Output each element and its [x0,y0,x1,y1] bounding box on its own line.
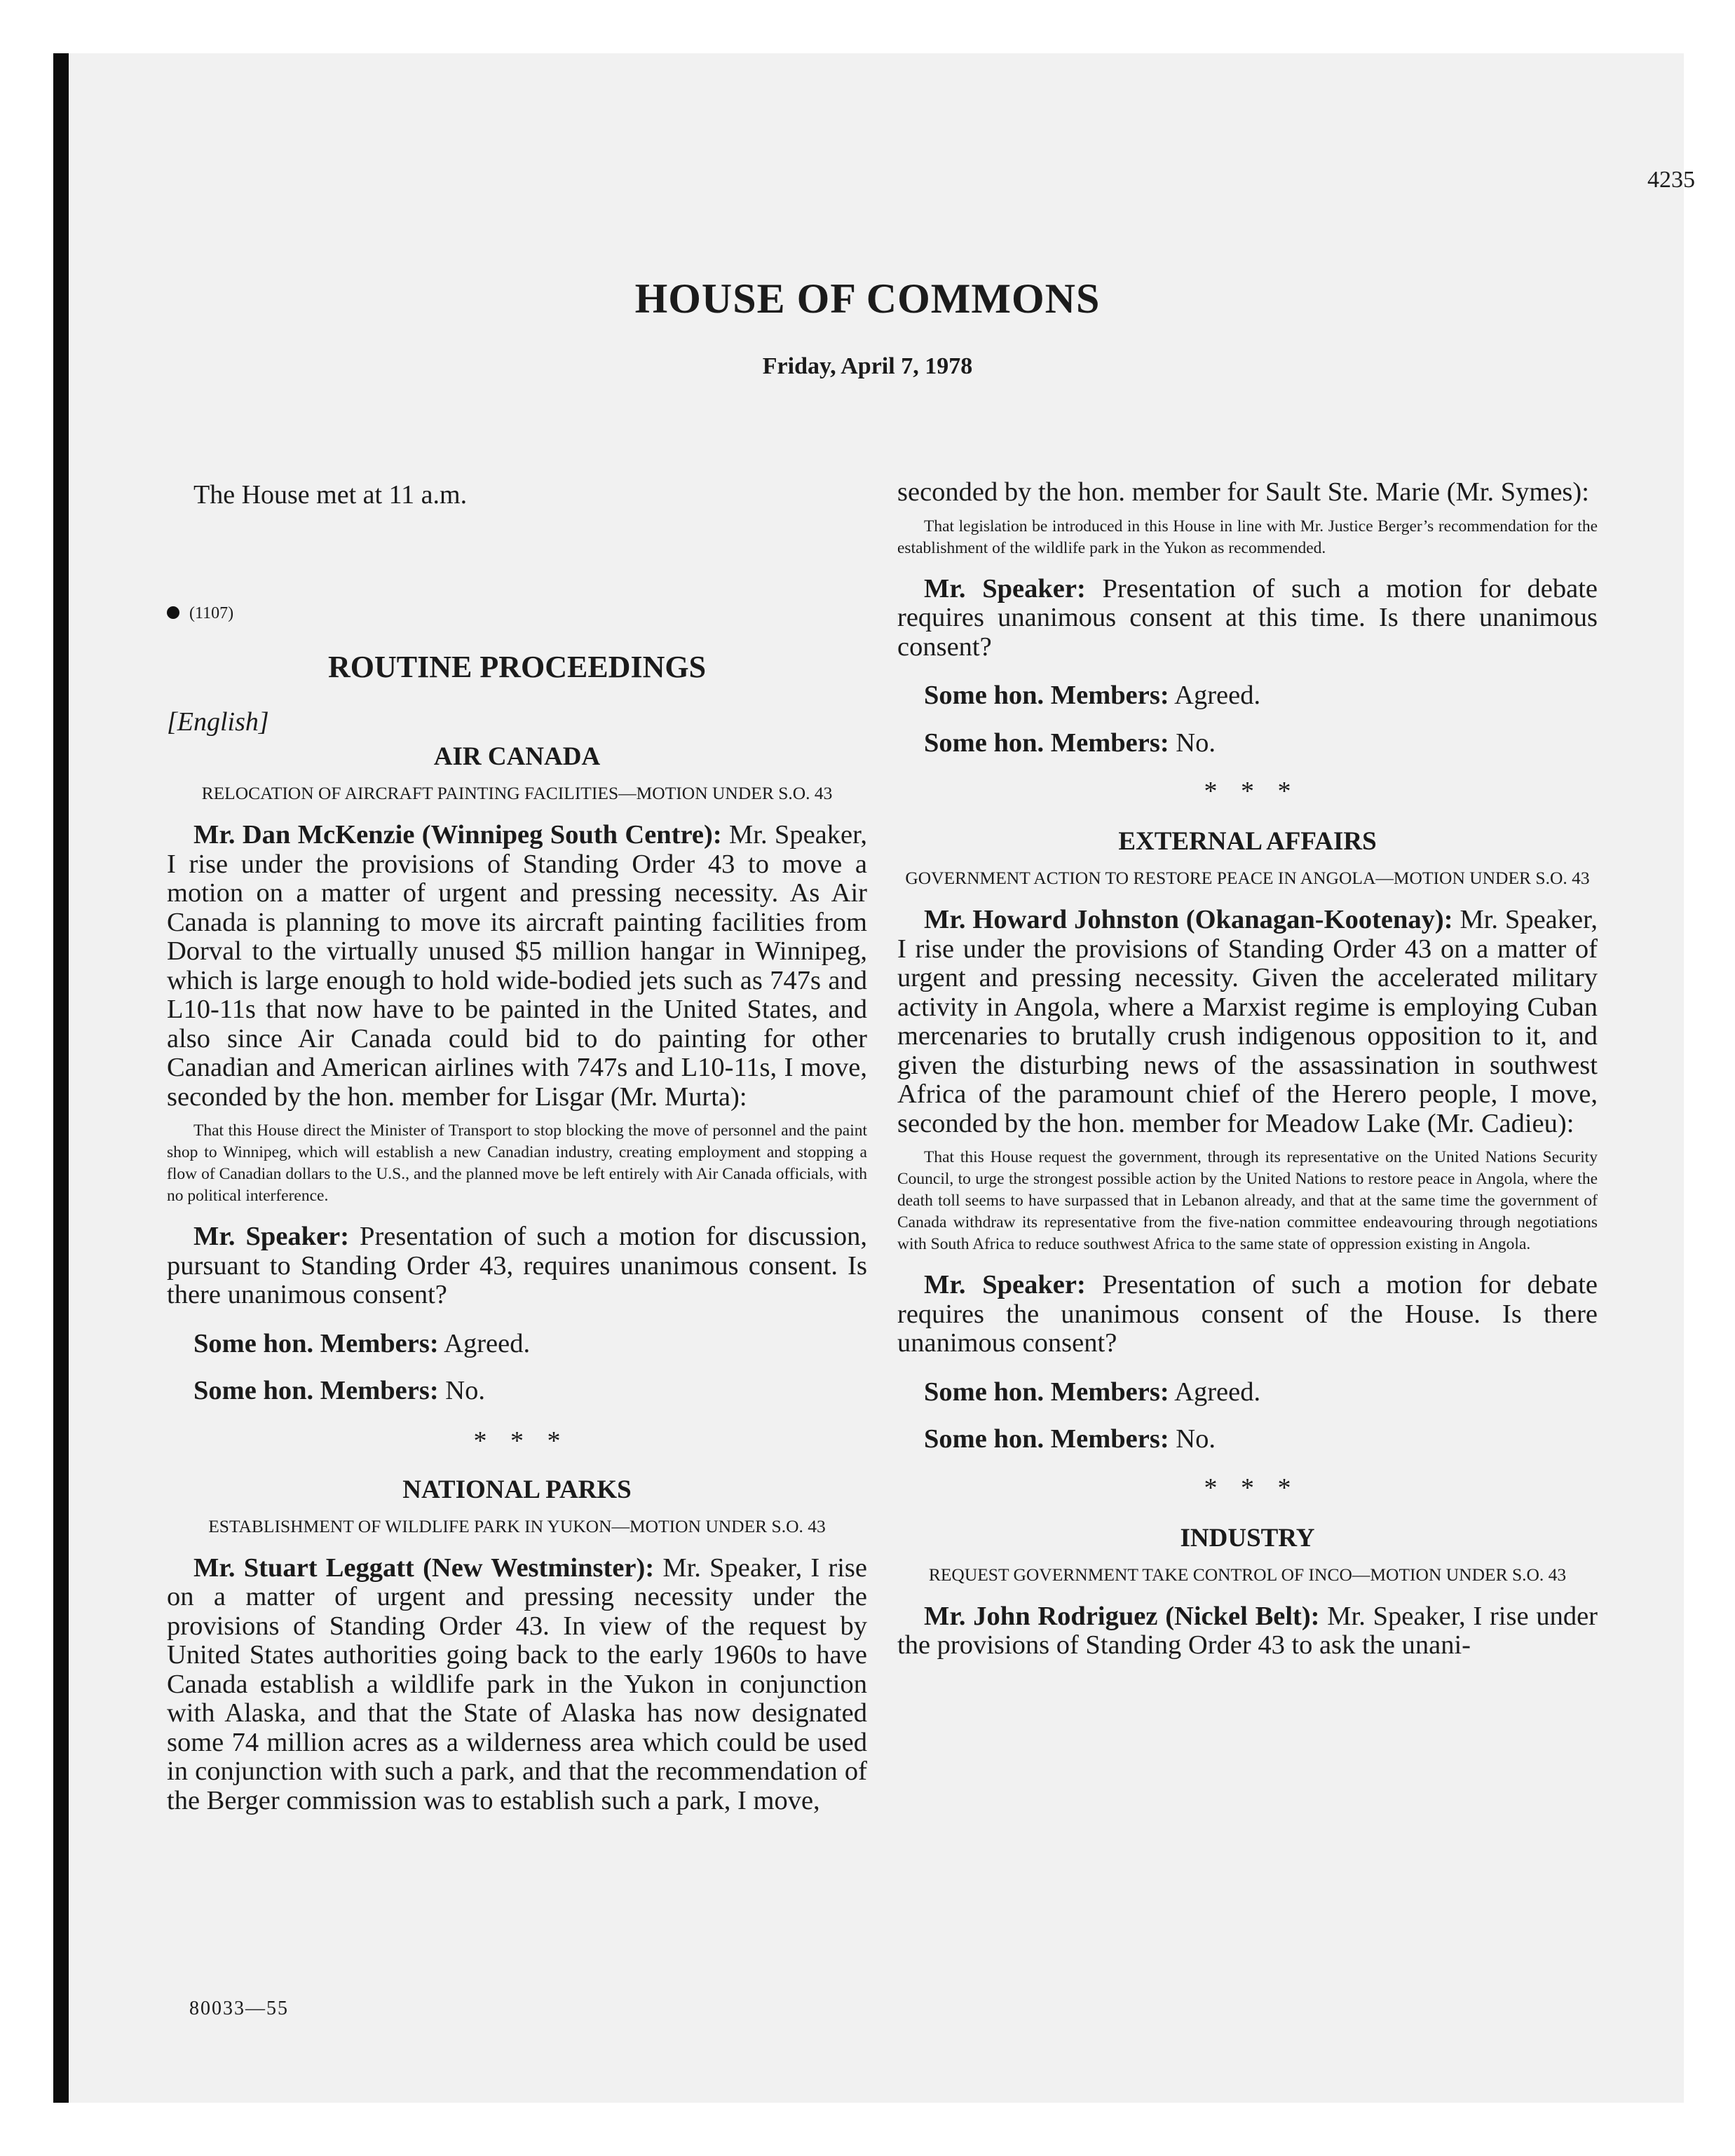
speaker-text: Presentation of such a motion for discussion, pursuant to Standing Order 43, requires unanimous consent. Is there unanimous consent? [167,1222,867,1309]
section-separator: * * * [1204,1473,1291,1503]
right-column [897,478,1598,1660]
no-text: No. [438,1376,485,1405]
speech-text: Mr. Speaker, I rise under the provisions of Standing Order 43 to move a motion on a matter of urgent and pressing necessity. As Air Canada is planning to move its aircraft painting facilities from Dorval to the virtually unused $5 million hangar in Winnipeg, which is large enough to hold wide-bodied jets such as 747s and L10-11s that now have to be painted in the United States, and also since Air Canada could bid to do painting for other Canadian and American airlines with 747s and L10-11s, I move, seconded by the hon. member for Lisgar (Mr. Murta): [167,820,868,1112]
heading-air-canada: AIR CANADA [433,742,601,771]
time-marker-text: (1107) [189,604,234,622]
speaker-ruling-air-canada [167,1222,867,1310]
heading-national-parks: NATIONAL PARKS [402,1475,632,1504]
members-agreed [167,1330,867,1359]
speaker-name: Mr. Stuart Leggatt (New Westminster): [193,1553,655,1583]
agreed-text: Agreed. [438,1328,531,1358]
subheading-industry: REQUEST GOVERNMENT TAKE CONTROL OF INCO—MOTION UNDER S.O. 43 [928,1564,1567,1585]
bullet-icon [167,606,179,619]
speaker-text: Presentation of such a motion for debate requires the unanimous consent of the House. Is there unanimous consent? [897,1270,1598,1358]
subheading-external-affairs: GOVERNMENT ACTION TO RESTORE PEACE IN ANGOLA—MOTION UNDER S.O. 43 [905,868,1590,888]
speaker-name: Mr. John Rodriguez (Nickel Belt): [924,1601,1320,1631]
speech-text: Mr. Speaker, I rise under the provisions of Standing Order 43 on a matter of urgent and pressing necessity. Given the accelerated military activity in Angola, where a Marxist regime is employing Cuban mercenaries to brutally crush indigenous opposition to it, and given the disturbing news of the assassination in southwest Africa of the paramount chief of the Herero people, I move, seconded by the hon. member for Meadow Lake (Mr. Cadieu): [897,905,1598,1138]
print-code: 80033—55 [189,1998,289,2019]
motion-angola: That this House request the government, through its representative on the United Nations Security Council, to urge the strongest possible action by the United Nations to restore peace in Angola, where the death toll seems to have surpassed that in Lebanon already, and that at the same time the government of Canada withdraw its representative from the five-nation committee endeavouring through negotiations with South Africa to reduce southwest Africa to the same state of oppression existing in Angola. [897,1148,1598,1253]
members-agreed [897,681,1598,711]
heading-external-affairs: EXTERNAL AFFAIRS [1118,827,1377,856]
members-no [167,1377,867,1406]
section-title: ROUTINE PROCEEDINGS [327,650,707,684]
speaker-name: Mr. Dan McKenzie (Winnipeg South Centre): [193,820,722,850]
speech-leggatt [167,1554,867,1816]
members-label: Some hon. Members: [193,1328,439,1358]
speaker-text: Presentation of such a motion for debate requires unanimous consent at this time. Is there unanimous consent? [897,573,1598,662]
continuation-text: seconded by the hon. member for Sault Ste. Marie (Mr. Symes): [897,477,1589,507]
document-title: HOUSE OF COMMONS [634,275,1101,322]
speaker-ruling-parks [897,575,1598,662]
speech-text: Mr. Speaker, I rise on a matter of urgent and pressing necessity under the provisions of Standing Order 43. In view of the request by United States authorities going back to the early 1960s to have Canada establish a wildlife park in the Yukon in conjunction with Alaska, and that the State of Alaska has now designated some 74 million acres as a wilderness area which could be used in conjunction with such a park, and that the recommendation of the Berger commission was to establish such a park, I move, [167,1553,868,1815]
agreed-text: Agreed. [1169,681,1261,710]
members-no [897,729,1598,758]
document-date: Friday, April 7, 1978 [762,353,973,379]
members-label: Some hon. Members: [924,681,1169,710]
members-label: Some hon. Members: [193,1376,439,1405]
members-label: Some hon. Members: [924,1377,1169,1407]
section-separator: * * * [1204,777,1291,806]
members-label: Some hon. Members: [924,1424,1169,1454]
agreed-text: Agreed. [1169,1377,1261,1407]
motion-wildlife-park: That legislation be introduced in this House in line with Mr. Justice Berger’s recommendation for the establishment of the wildlife park in the Yukon as recommended. [897,517,1598,557]
speech-mckenzie [167,821,867,1112]
language-marker: [English] [167,707,269,737]
speaker-label: Mr. Speaker: [924,1270,1086,1299]
members-agreed [897,1378,1598,1407]
no-text: No. [1169,1424,1216,1454]
members-label: Some hon. Members: [924,728,1169,758]
subheading-air-canada: RELOCATION OF AIRCRAFT PAINTING FACILITIES—MOTION UNDER S.O. 43 [201,783,833,803]
speech-johnston [897,906,1598,1138]
no-text: No. [1169,728,1216,758]
speech-rodriguez [897,1602,1598,1660]
heading-industry: INDUSTRY [1180,1523,1315,1553]
section-separator: * * * [473,1426,561,1456]
subheading-national-parks: ESTABLISHMENT OF WILDLIFE PARK IN YUKON—MOTION UNDER S.O. 43 [208,1515,826,1536]
page-number: 4235 [1647,167,1695,193]
speaker-ruling-angola [897,1271,1598,1358]
speech-text: Mr. Speaker, I rise under the provisions of Standing Order 43 to ask the unani- [897,1601,1598,1660]
motion-air-canada: That this House direct the Minister of Transport to stop blocking the move of personnel and the paint shop to Winnipeg, which will establish a new Canadian industry, creating employment and stopping a flow of Canadian dollars to the U.S., and the planned move be left entirely with Air Canada officials, with no political interference. [167,1121,867,1205]
members-no [897,1425,1598,1454]
speaker-label: Mr. Speaker: [924,573,1086,603]
speaker-label: Mr. Speaker: [193,1222,350,1251]
house-met-line: The House met at 11 a.m. [193,480,468,510]
time-marker [167,604,233,623]
speaker-name: Mr. Howard Johnston (Okanagan-Kootenay): [924,905,1453,934]
